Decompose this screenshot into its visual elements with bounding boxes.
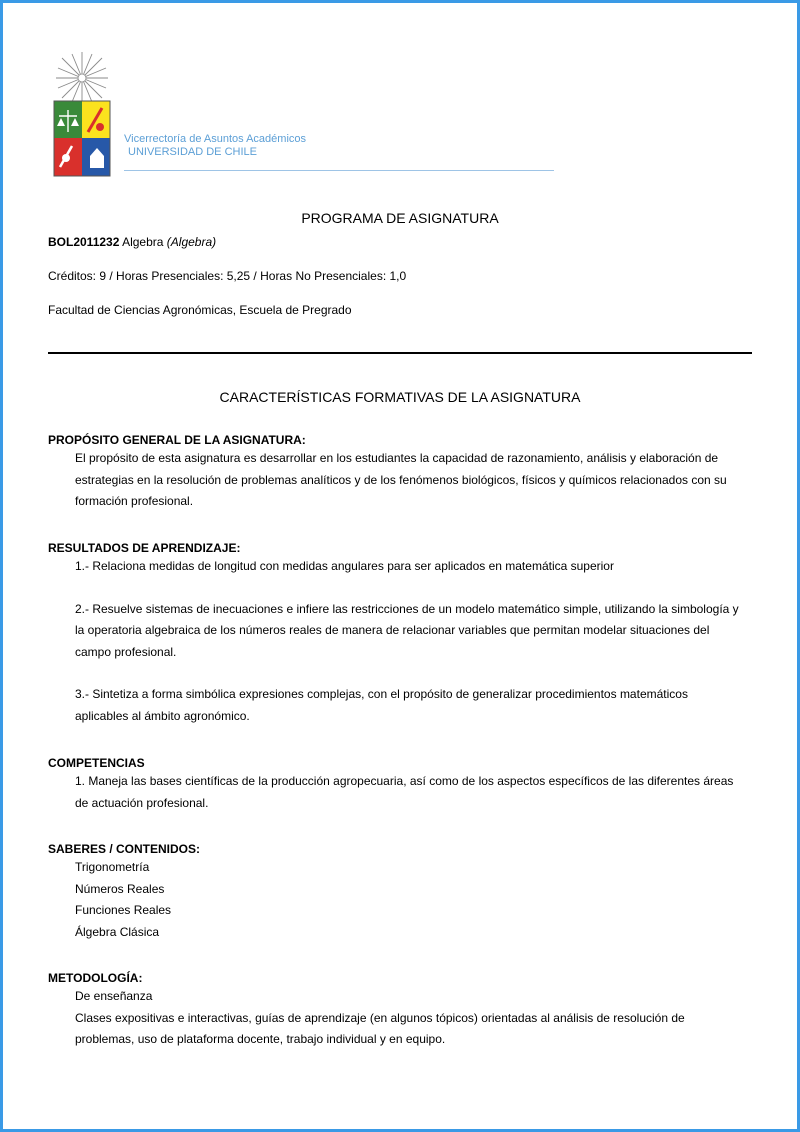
course-name: Algebra	[122, 235, 164, 249]
proposito-line: estrategias en la resolución de problemas analíticos y de los fenómenos biológicos, físicos y químicos relacionados con su	[75, 472, 727, 487]
saber-item: Trigonometría	[75, 860, 150, 874]
proposito-section	[48, 432, 754, 513]
resultado-line: la operatoria algebraica de los números reales de manera de relacionar variables que permitan modelar situaciones del	[75, 623, 710, 637]
resultado-line: campo profesional.	[75, 644, 177, 659]
institution-header	[124, 133, 306, 159]
competencia-line: 1. Maneja las bases científicas de la producción agropecuaria, así como de los aspectos específicos de las diferentes áreas	[75, 774, 734, 788]
resultado-line: 1.- Relaciona medidas de longitud con medidas angulares para ser aplicados en matemática superior	[75, 559, 614, 573]
credits-line: Créditos: 9 / Horas Presenciales: 5,25 / Horas No Presenciales: 1,0	[48, 269, 407, 283]
course-code: BOL2011232	[48, 235, 120, 249]
metodologia-line: Clases expositivas e interactivas, guías de aprendizaje (en algunos tópicos) orientadas al análisis de resolución de	[75, 1010, 685, 1025]
section-divider	[48, 352, 752, 354]
header-divider	[124, 170, 554, 171]
resultado-item-1	[48, 556, 754, 578]
competencias-heading: COMPETENCIAS	[48, 756, 145, 770]
metodologia-line: problemas, uso de plataforma docente, trabajo individual y en equipo.	[75, 1032, 446, 1046]
section-title: CARACTERÍSTICAS FORMATIVAS DE LA ASIGNATURA	[219, 389, 581, 405]
resultado-line: 2.- Resuelve sistemas de inecuaciones e infiere las restricciones de un modelo matemático simple, utilizando la simbología y	[75, 601, 739, 616]
metodologia-section	[48, 970, 754, 1051]
course-name-alt: (Algebra)	[166, 235, 217, 249]
faculty-line: Facultad de Ciencias Agronómicas, Escuela de Pregrado	[48, 303, 352, 317]
resultado-line: aplicables al ámbito agronómico.	[75, 708, 250, 723]
saber-item: Números Reales	[75, 881, 165, 896]
saberes-section	[48, 841, 754, 943]
document-title: PROGRAMA DE ASIGNATURA	[301, 210, 499, 226]
proposito-line: El propósito de esta asignatura es desarrollar en los estudiantes la capacidad de razonamiento, análisis y elaboración de	[75, 451, 719, 465]
resultado-item-2	[48, 599, 754, 664]
saber-item: Funciones Reales	[75, 903, 172, 917]
saberes-heading: SABERES / CONTENIDOS:	[48, 842, 201, 856]
shield-icon	[54, 101, 110, 176]
vicerrectoria-label: Vicerrectoría de Asuntos Académicos	[124, 133, 307, 145]
university-crest-logo	[50, 52, 114, 178]
resultados-heading: RESULTADOS DE APRENDIZAJE:	[48, 541, 241, 555]
resultado-item-3	[48, 684, 754, 727]
metodologia-text	[48, 986, 754, 1051]
proposito-line: formación profesional.	[75, 494, 194, 508]
competencia-line: de actuación profesional.	[75, 795, 209, 810]
saberes-list	[48, 857, 754, 943]
resultados-section	[48, 540, 754, 727]
competencias-section	[48, 755, 754, 814]
saber-item: Álgebra Clásica	[75, 924, 160, 939]
competencias-text	[48, 771, 754, 814]
resultado-line: 3.- Sintetiza a forma simbólica expresiones complejas, con el propósito de generalizar procedimientos matemáticos	[75, 687, 688, 701]
university-name: UNIVERSIDAD DE CHILE	[128, 146, 257, 158]
proposito-text	[48, 448, 754, 513]
metodologia-subheading: De enseñanza	[75, 989, 153, 1003]
metodologia-heading: METODOLOGÍA:	[48, 971, 143, 985]
course-line	[48, 235, 216, 249]
proposito-heading: PROPÓSITO GENERAL DE LA ASIGNATURA:	[48, 433, 306, 447]
